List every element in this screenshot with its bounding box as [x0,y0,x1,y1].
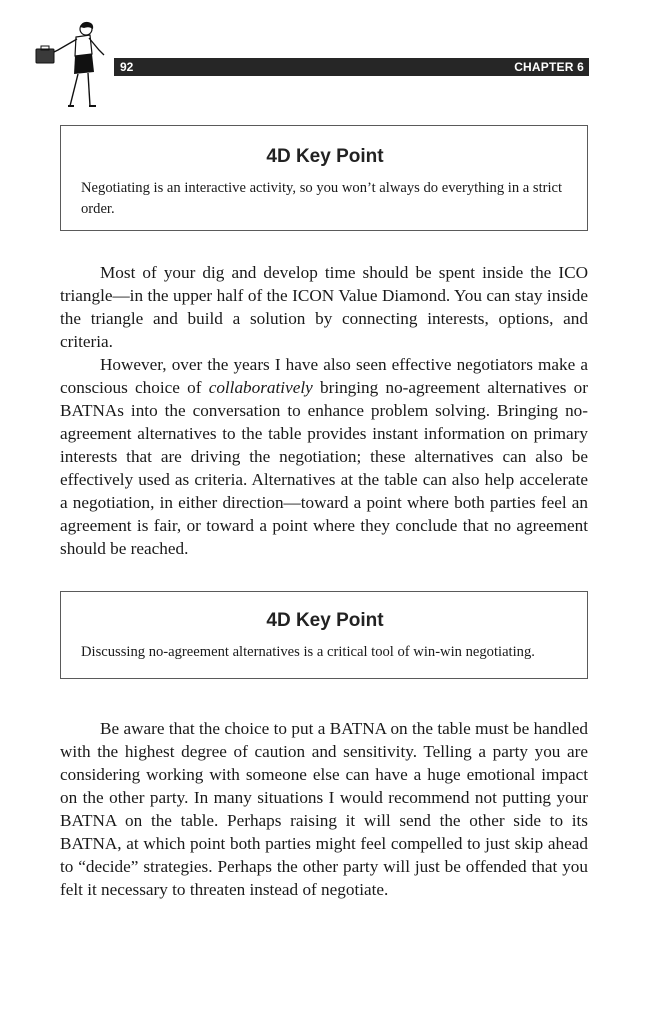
key-point-title: 4D Key Point [266,146,384,167]
paragraph-text: bringing no-agreement alternatives or BATNAs into the conversation to enhance problem solving. Bringing no-agreement alternatives to the table provides instant information on primary interests that are driving the negotiation; these alternatives can also be effectively used as criteria. Alternatives at the table can also help accelerate a negotiation, in either direction—toward a point where both parties feel an agreement is fair, or toward a point where they conclude that no agreement should be reached. [60,378,588,558]
emphasis-text: collaboratively [208,378,313,397]
page-header-bar [114,58,589,76]
page-number: 92 [120,60,134,74]
key-point-text: Negotiating is an interactive activity, so you won’t always do everything in a strict order. [81,180,563,217]
body-section-2 [60,717,588,901]
paragraph [60,353,588,560]
chapter-label: CHAPTER 6 [514,60,584,74]
paragraph: Most of your dig and develop time should be spent inside the ICO triangle—in the upper half of the ICON Value Diamond. You can stay inside the triangle and build a solution by connecting interests, options, and criteria. [60,263,588,351]
body-section-1 [60,261,588,560]
paragraph-text: However, over the years I have also seen effective negotiators make a conscious choice of [60,355,588,397]
businesswoman-with-briefcase-icon [28,20,110,108]
key-point-title: 4D Key Point [266,610,384,631]
paragraph: Be aware that the choice to put a BATNA on the table must be handled with the highest degree of caution and sensitivity. Telling a party you are considering working with someone else can have a huge emotional impact on the other party. In many situations I would recommend not putting your BATNA on the table. Perhaps raising it will send the other side to its BATNA, at which point both parties might feel compelled to just skip ahead to “decide” strategies. Perhaps the other party will just be offended that you felt it necessary to threaten instead of negotiate. [60,719,588,899]
key-point-box-1 [60,125,588,231]
key-point-text: Discussing no-agreement alternatives is a critical tool of win-win negotiating. [81,644,535,660]
key-point-box-2 [60,591,588,679]
